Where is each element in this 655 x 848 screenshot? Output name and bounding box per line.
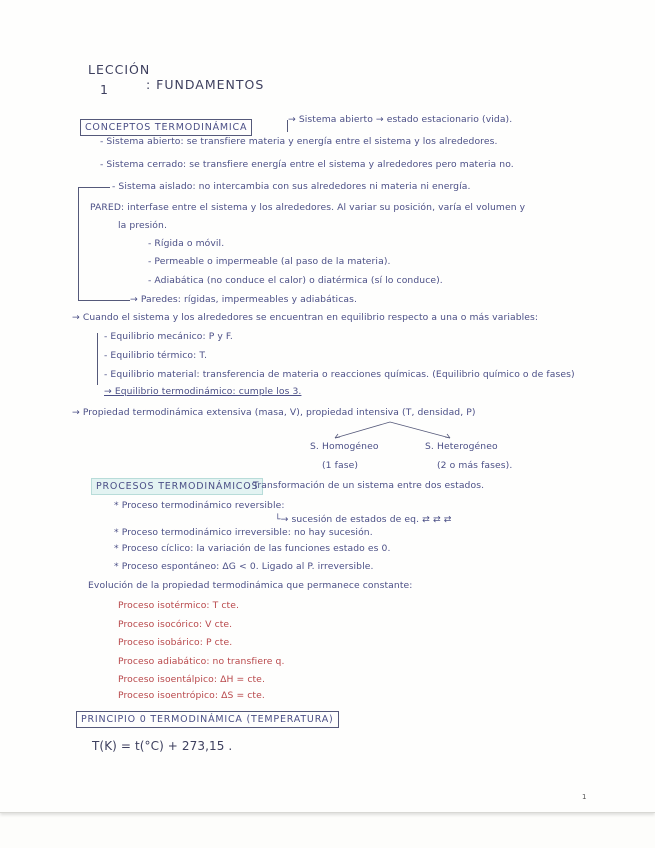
list-item: - Sistema cerrado: se transfiere energía entre el sistema y alrededores pero materia no. [100, 159, 514, 170]
heterogeneo-fases: (2 o más fases). [437, 460, 513, 471]
list-item: - Equilibrio material: transferencia de materia o reacciones químicas. (Equilibrio químico o de fases) [104, 369, 575, 380]
process-type: Proceso isocórico: V cte. [118, 619, 233, 630]
note-open-system: → Sistema abierto → estado estacionario (vida). [288, 114, 513, 125]
list-item: - Permeable o impermeable (al paso de la materia). [148, 256, 391, 267]
pared-definition: PARED: interfase entre el sistema y los alrededores. Al variar su posición, varía el volumen y [90, 202, 526, 213]
pared-definition-cont: la presión. [118, 220, 167, 231]
section-heading-principio: PRINCIPIO 0 TERMODINÁMICA (TEMPERATURA) [76, 711, 339, 728]
process-type: Proceso isotérmico: T cte. [118, 600, 239, 611]
section-heading-procesos: PROCESOS TERMODINÁMICOS [91, 478, 263, 495]
kelvin-formula: T(K) = t(°C) + 273,15 . [92, 739, 233, 753]
homogeneo: S. Homogéneo [310, 441, 379, 452]
equilibrio-termodinamico: → Equilibrio termodinámico: cumple los 3. [104, 386, 302, 397]
page-number: 1 [582, 793, 587, 801]
section-heading-conceptos: CONCEPTOS TERMODINÁMICA [80, 119, 252, 136]
heterogeneo: S. Heterogéneo [425, 441, 498, 452]
lesson-label: LECCIÓN [88, 62, 151, 77]
reversible-note: └→ sucesión de estados de eq. ⇄ ⇄ ⇄ [275, 514, 452, 525]
process-type: Proceso isoentrópico: ΔS = cte. [118, 690, 265, 701]
list-item: - Adiabática (no conduce el calor) o diatérmica (sí lo conduce). [148, 275, 443, 286]
list-item: * Proceso termodinámico reversible: [114, 500, 285, 511]
bracket-line [78, 187, 110, 188]
lesson-number: 1 [100, 82, 109, 97]
list-item: - Equilibrio térmico: T. [104, 350, 207, 361]
bracket-line [78, 187, 79, 300]
list-item: * Proceso termodinámico irreversible: no hay sucesión. [114, 527, 373, 538]
procesos-definition: . Transformación de un sistema entre dos estados. [247, 480, 485, 491]
list-item: - Sistema abierto: se transfiere materia y energía entre el sistema y los alrededores. [100, 136, 498, 147]
list-item: - Sistema aislado: no intercambia con sus alrededores ni materia ni energía. [112, 181, 471, 192]
homogeneo-fases: (1 fase) [322, 460, 359, 471]
evolucion-line: Evolución de la propiedad termodinámica que permanece constante: [88, 580, 413, 591]
list-item: - Equilibrio mecánico: P y F. [104, 331, 233, 342]
list-item: * Proceso espontáneo: ΔG < 0. Ligado al P. irreversible. [114, 561, 374, 572]
lesson-title: : FUNDAMENTOS [146, 77, 265, 92]
list-item: * Proceso cíclico: la variación de las funciones estado es 0. [114, 543, 391, 554]
process-type: Proceso isoentálpico: ΔH = cte. [118, 674, 265, 685]
bracket-line [78, 300, 130, 301]
equilibrio-intro: → Cuando el sistema y los alrededores se encuentran en equilibrio respecto a una o más variables: [72, 312, 539, 323]
list-item: - Rígida o móvil. [148, 238, 225, 249]
process-type: Proceso adiabático: no transfiere q. [118, 656, 285, 667]
propiedad-line: → Propiedad termodinámica extensiva (masa, V), propiedad intensiva (T, densidad, P) [72, 407, 476, 418]
process-type: Proceso isobárico: P cte. [118, 637, 233, 648]
paredes-aislado: → Paredes: rígidas, impermeables y adiabáticas. [130, 294, 357, 305]
bracket-line [97, 333, 98, 385]
